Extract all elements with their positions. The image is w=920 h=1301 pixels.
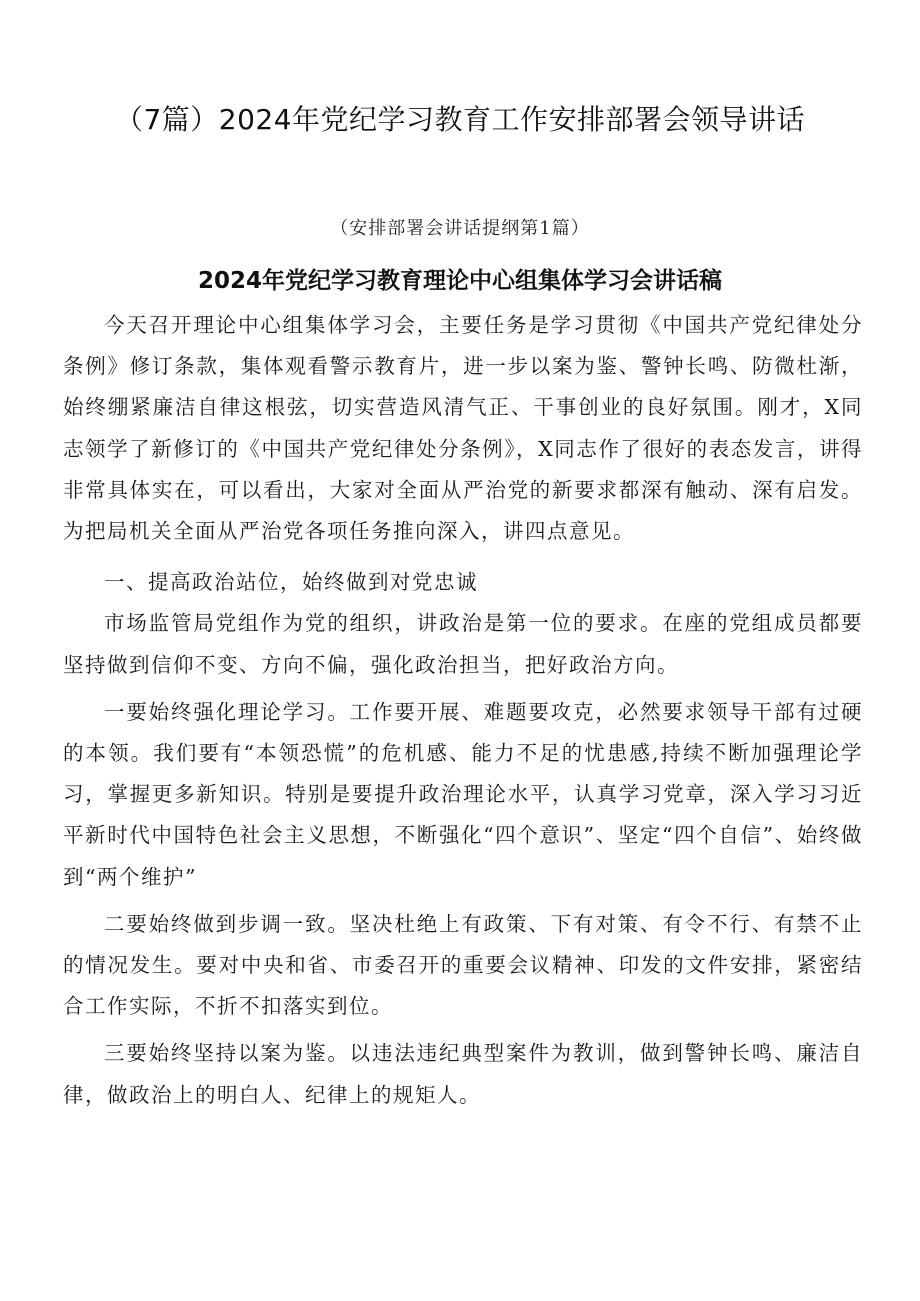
paragraph-party-group: 市场监管局党组作为党的组织，讲政治是第一位的要求。在座的党组成员都要坚持做到信仰不变、方向不偏，强化政治担当，把好政治方向。 <box>63 611 863 677</box>
paragraph-case-lessons: 三要始终坚持以案为鉴。以违法违纪典型案件为教训，做到警钟长鸣、廉洁自律，做政治上的明白人、纪律上的规矩人。 <box>63 1041 863 1107</box>
document-body <box>63 305 863 1116</box>
paragraph-heading-1: 一、提高政治站位，始终做到对党忠诚 <box>104 570 478 595</box>
section-title: 2024年党纪学习教育理论中心组集体学习会讲话稿 <box>197 268 722 294</box>
paragraph-theory-study: 一要始终强化理论学习。工作要开展、难题要攻克，必然要求领导干部有过硬的本领。我们要有“本领恐慌”的危机感、能力不足的忧患感,持续不断加强理论学习，掌握更多新知识。特别是要提升政治理论水平，认真学习党章，深入学习习近平新时代中国特色社会主义思想，不断强化“四个意识”、坚定“四个自信”、始终做到“两个维护” <box>63 699 863 889</box>
paragraph-consistent-steps: 二要始终做到步调一致。坚决杜绝上有政策、下有对策、有令不行、有禁不止的情况发生。要对中央和省、市委召开的重要会议精神、印发的文件安排，紧密结合工作实际，不折不扣落实到位。 <box>63 911 863 1019</box>
document-title: （7篇）2024年党纪学习教育工作安排部署会领导讲话 <box>114 103 806 136</box>
document-subtitle: （安排部署会讲话提纲第1篇） <box>330 218 590 239</box>
paragraph-intro: 今天召开理论中心组集体学习会，主要任务是学习贯彻《中国共产党纪律处分条例》修订条款，集体观看警示教育片，进一步以案为鉴、警钟长鸣、防微杜渐，始终绷紧廉洁自律这根弦，切实营造风清气正、干事创业的良好氛围。刚才，X同志领学了新修订的《中国共产党纪律处分条例》，X同志作了很好的表态发言，讲得非常具体实在，可以看出，大家对全面从严治党的新要求都深有触动、深有启发。为把局机关全面从严治党各项任务推向深入，讲四点意见。 <box>63 313 863 544</box>
